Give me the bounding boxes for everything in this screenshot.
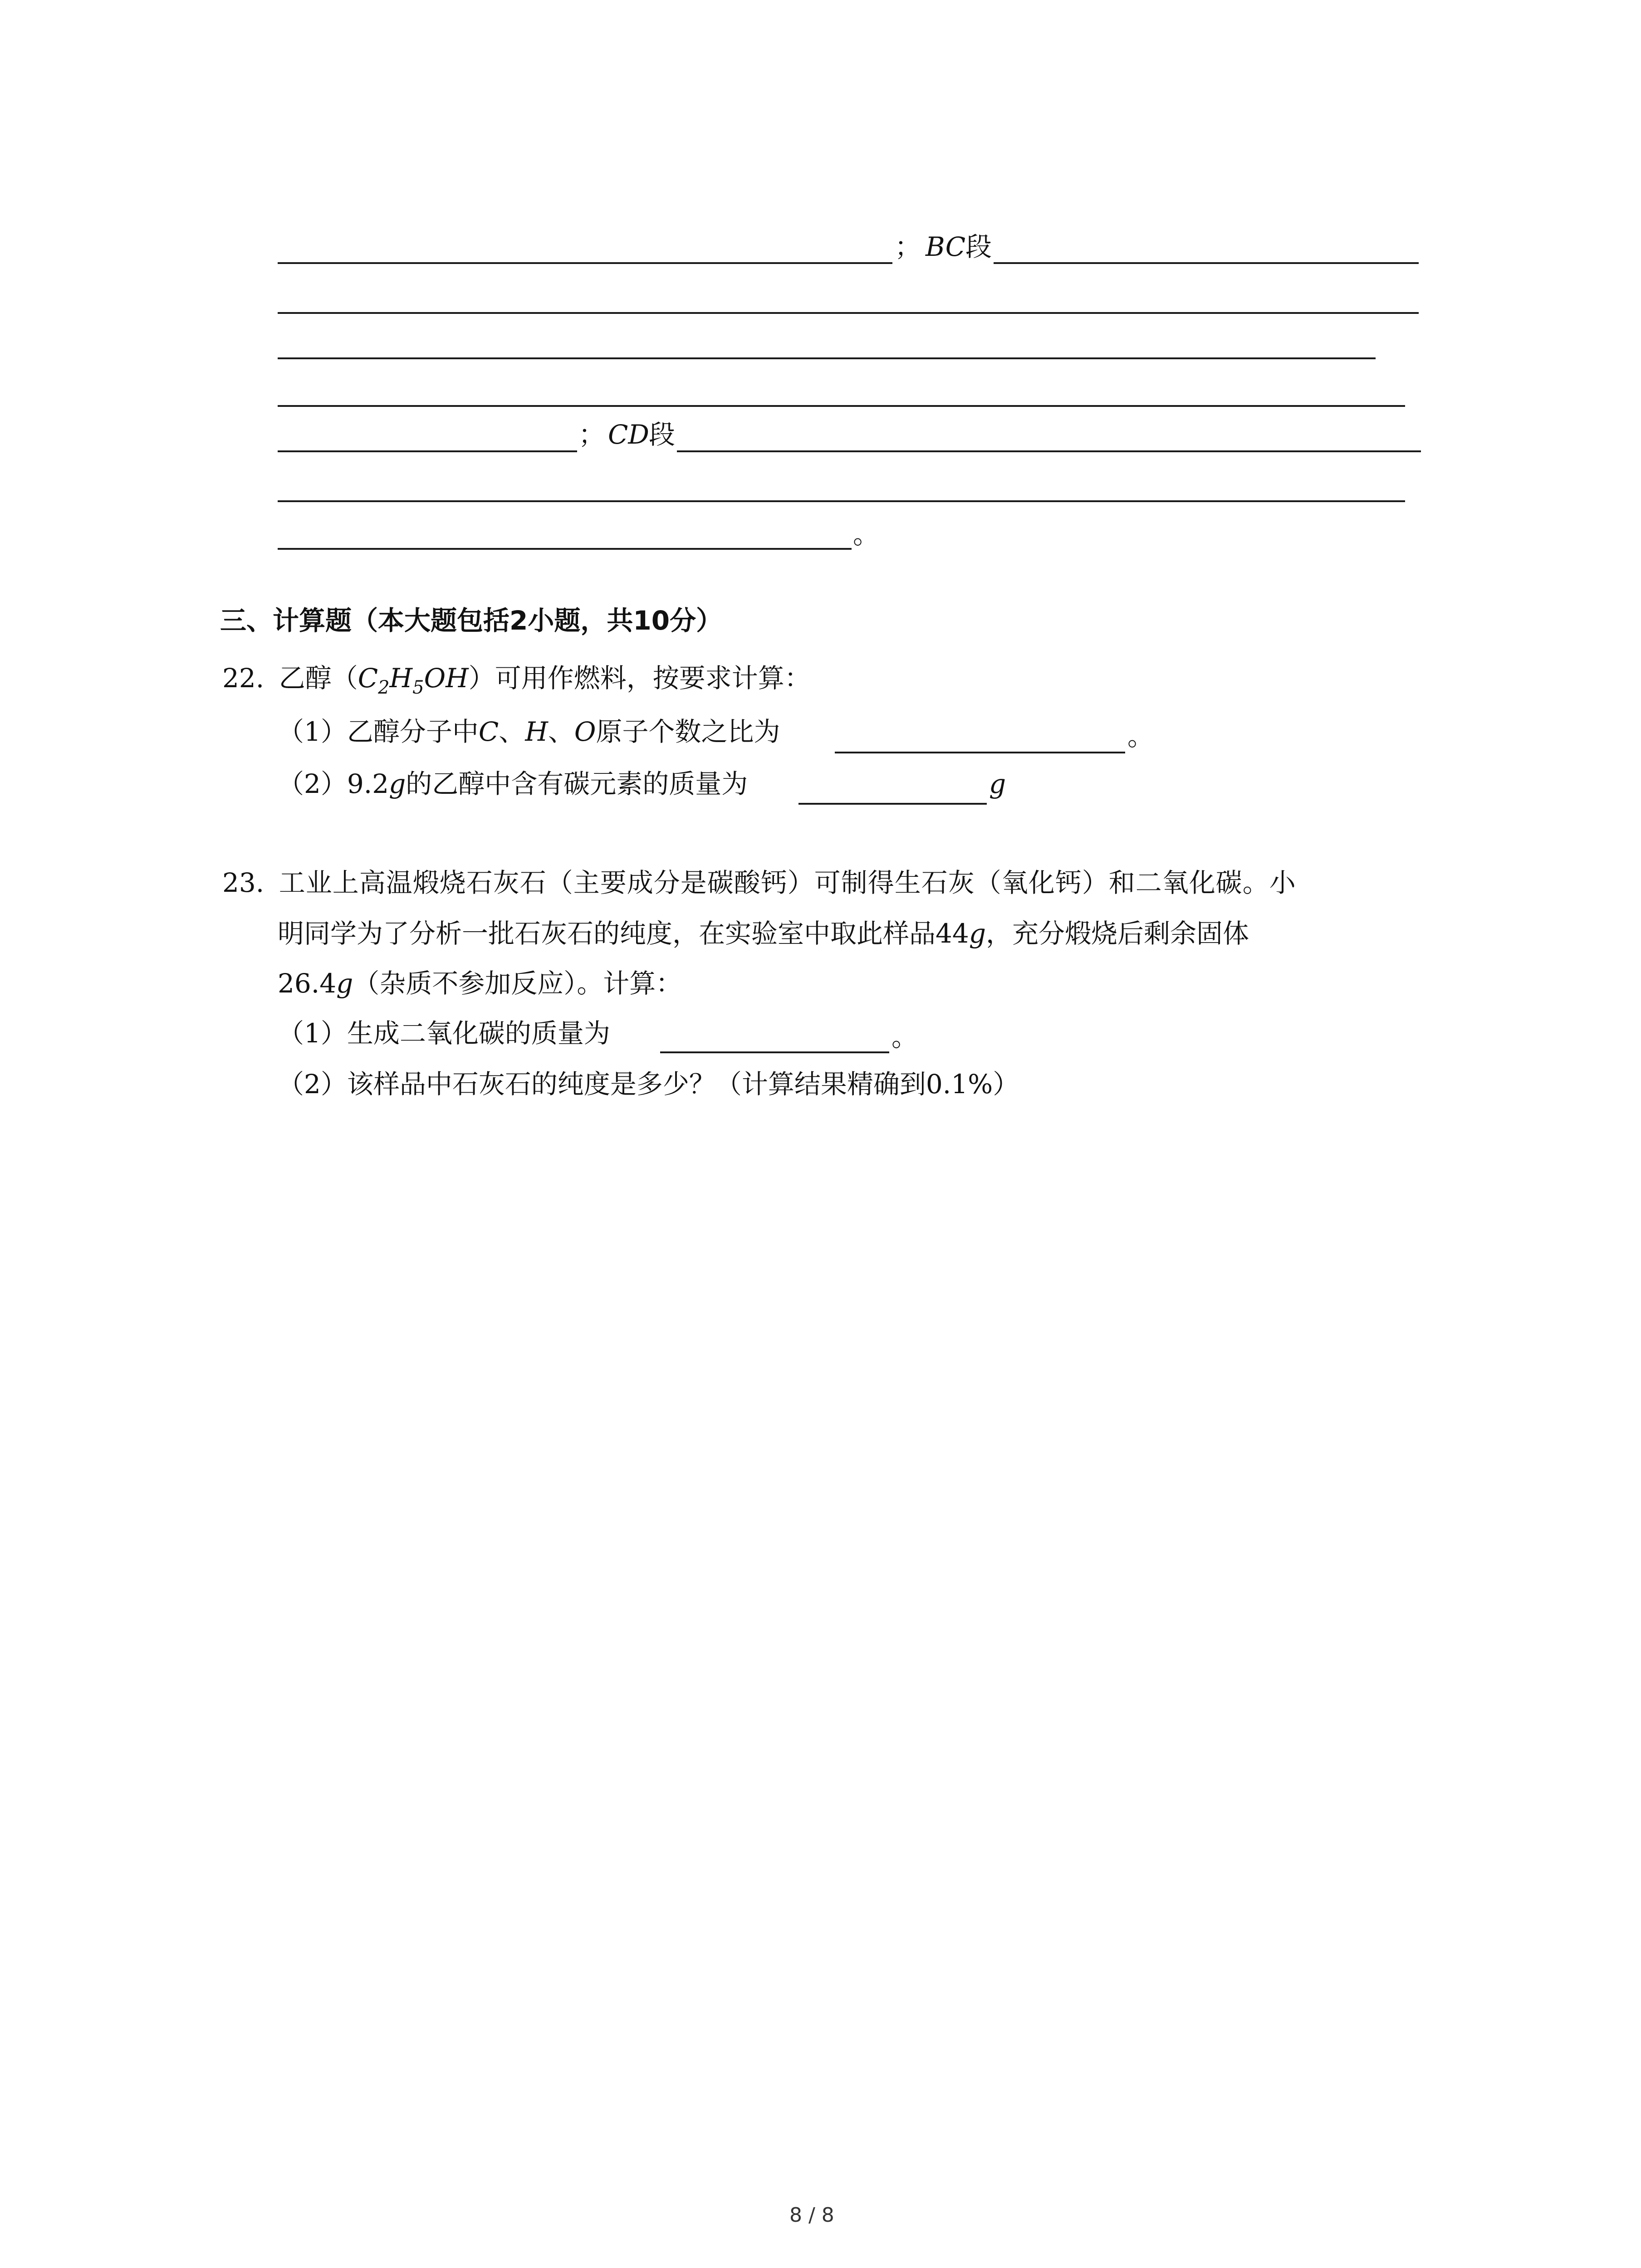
answer-blank-line[interactable]: [278, 312, 1419, 314]
segment-char: 段: [649, 419, 676, 450]
period: 。: [853, 519, 880, 550]
answer-blank-line[interactable]: [278, 450, 577, 452]
separator: 、: [548, 716, 574, 747]
formula-sub-2: 2: [378, 677, 390, 698]
stem-text: 明同学为了分析一批石灰石的纯度，在实验室中取此样品44: [278, 918, 969, 949]
question-number: 22.: [222, 663, 265, 694]
answer-blank-line[interactable]: [798, 803, 987, 805]
stem-text: 工业上高温煅烧石灰石（主要成分是碳酸钙）可制得生石灰（氧化钙）和二氧化碳。小: [279, 867, 1296, 898]
question-23-line-3: [278, 966, 682, 1001]
section-title: 三、计算题（本大题包括2小题，共10分）: [220, 605, 723, 636]
answer-blank-line[interactable]: [278, 500, 1405, 502]
unit-g: g: [989, 768, 1006, 799]
question-number: 23.: [222, 867, 265, 898]
part-text: 原子个数之比为: [596, 716, 780, 747]
period: 。: [1127, 721, 1154, 752]
cd-segment-label: CD: [608, 419, 649, 450]
stem-text: （杂质不参加反应）。计算：: [353, 968, 682, 999]
answer-blank-line[interactable]: [278, 548, 852, 550]
formula-c: C: [358, 663, 378, 694]
answer-blank-line[interactable]: [278, 262, 892, 264]
unit-g: g: [336, 968, 353, 999]
stem-text: ）可用作燃料，按要求计算：: [468, 663, 811, 694]
part-text: （2）9.2: [278, 768, 389, 799]
answer-blank-line[interactable]: [835, 752, 1125, 753]
question-23-line-1: [222, 865, 1296, 900]
element-o: O: [574, 716, 596, 747]
element-c: C: [478, 716, 499, 747]
element-h: H: [525, 716, 548, 747]
bc-segment-label: BC: [926, 231, 966, 262]
formula-sub-5: 5: [412, 677, 424, 698]
question-23-line-2: [278, 916, 1249, 951]
formula-oh: OH: [424, 663, 469, 694]
answer-blank-line[interactable]: [677, 450, 1421, 452]
question-22-part-1: [278, 714, 780, 749]
separator: 、: [499, 716, 525, 747]
unit-g: g: [389, 768, 406, 799]
question-22-part-2: [278, 767, 748, 801]
formula-h: H: [389, 663, 413, 694]
stem-text: 乙醇（: [279, 663, 358, 694]
page-number: 8 / 8: [789, 2204, 834, 2227]
answer-blank-line[interactable]: [278, 405, 1405, 407]
answer-blank-line[interactable]: [278, 357, 1376, 359]
period: 。: [892, 1022, 918, 1052]
semicolon: ；: [895, 231, 921, 262]
stem-text: ，充分煅烧后剩余固体: [985, 918, 1249, 949]
part-text: （1）乙醇分子中: [278, 716, 479, 747]
answer-blank-line[interactable]: [994, 262, 1419, 264]
question-22-stem: [222, 661, 811, 699]
stem-text: 26.4: [278, 968, 337, 999]
unit-g: g: [969, 918, 986, 949]
semicolon: ；: [578, 419, 605, 450]
segment-char: 段: [965, 231, 992, 262]
question-23-part-1: （1）生成二氧化碳的质量为: [278, 1018, 610, 1049]
question-23-part-2: （2）该样品中石灰石的纯度是多少？（计算结果精确到0.1%）: [278, 1069, 1019, 1100]
answer-blank-line[interactable]: [660, 1051, 889, 1053]
part-text: 的乙醇中含有碳元素的质量为: [406, 768, 748, 799]
